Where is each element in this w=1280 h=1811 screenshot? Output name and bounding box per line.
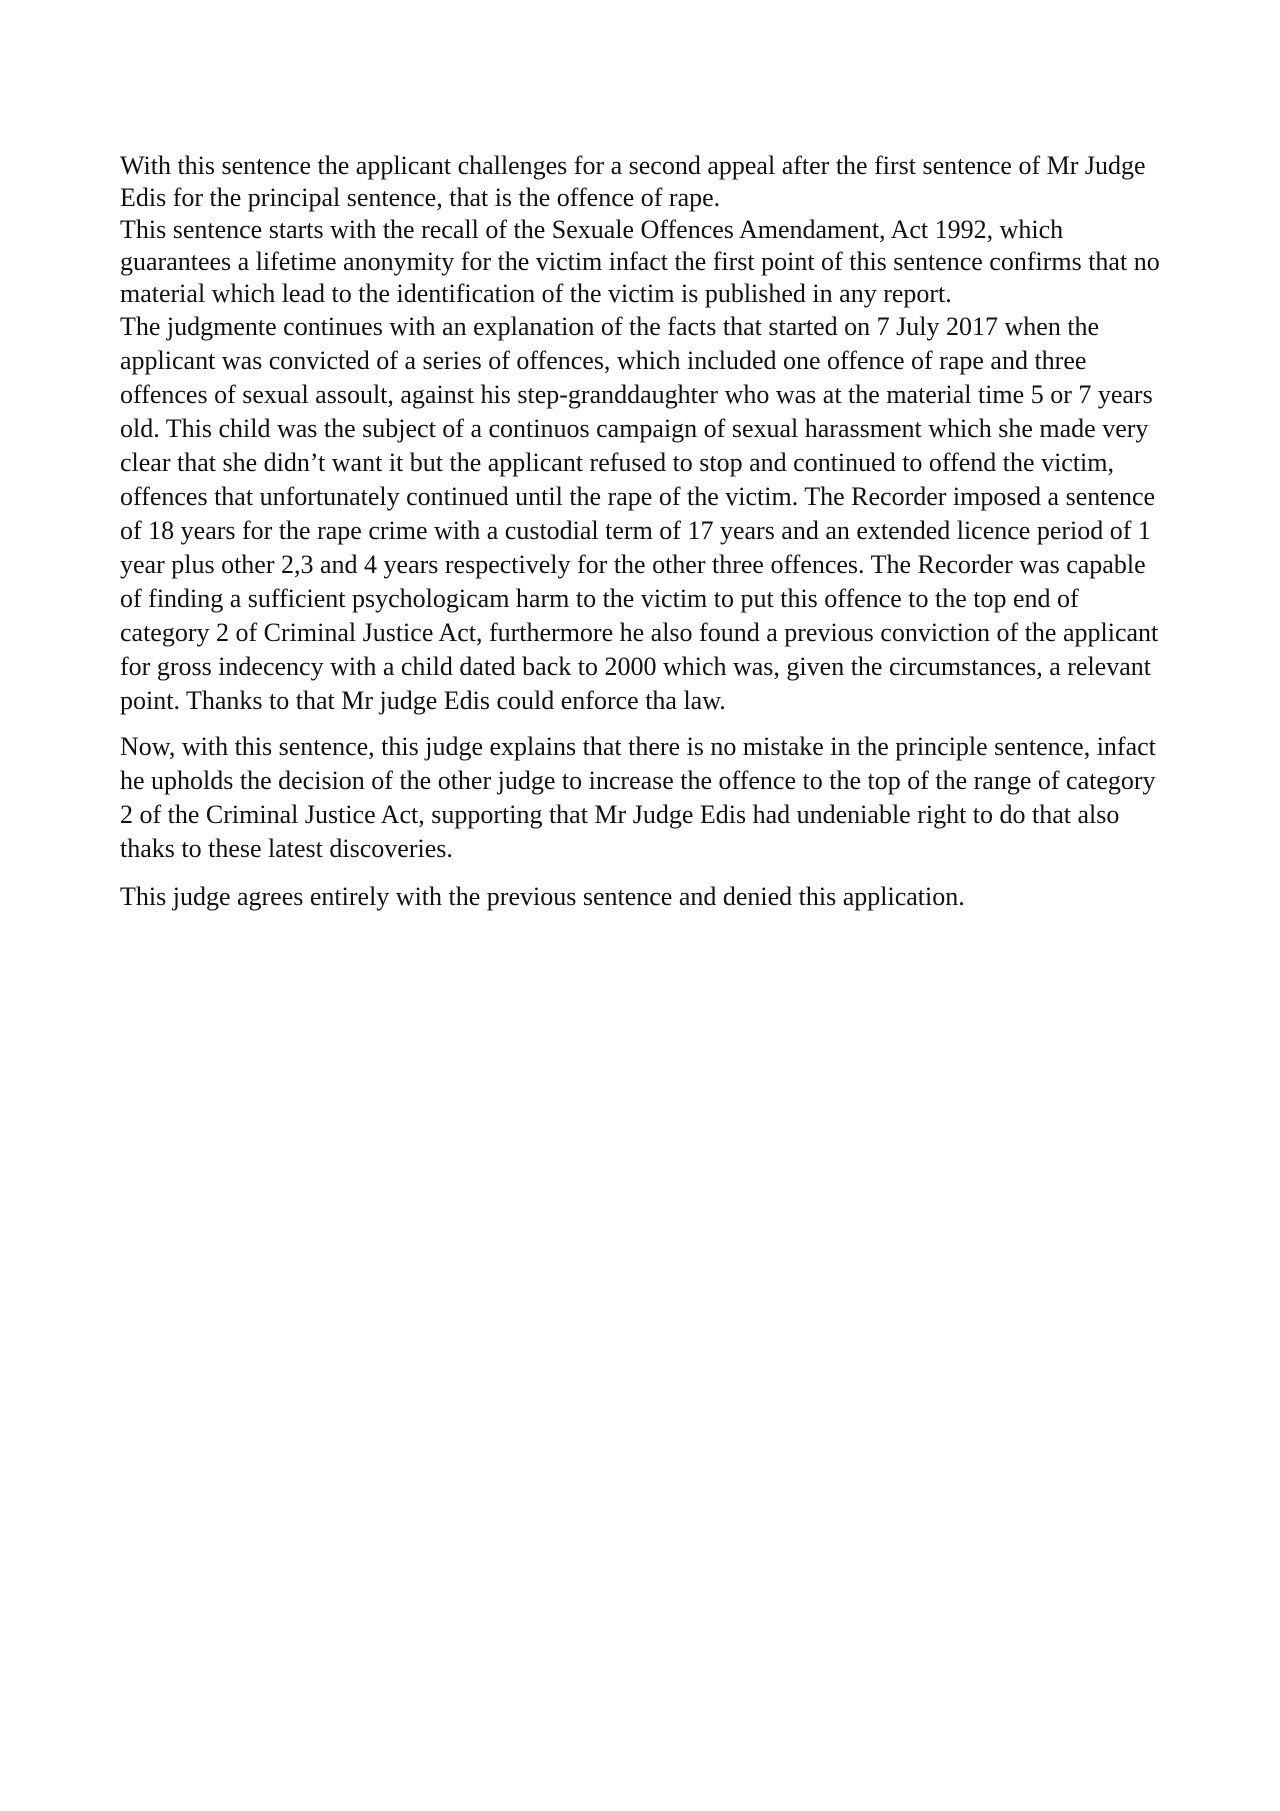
paragraph-judgment: Now, with this sentence, this judge explains that there is no mistake in the principle sentence, infact he upholds the decision of the other judge to increase the offence to the top of the range of category 2 of the Criminal Justice Act, supporting that Mr Judge Edis had undeniable right to do that also thaks to these latest discoveries.	[120, 732, 1156, 863]
paragraph-intro: With this sentence the applicant challenges for a second appeal after the first sentence of Mr Judge Edis for the principal sentence, that is the offence of rape.	[120, 151, 1146, 212]
paragraph-facts: The judgmente continues with an explanation of the facts that started on 7 July 2017 when the applicant was convicted of a series of offences, which included one offence of rape and three offences of sexual assoult, against his step-granddaughter who was at the material time 5 or 7 years old. This child was the subject of a continuos campaign of sexual harassment which she made very clear that she didn’t want it but the applicant refused to stop and continued to offend the victim, offences that unfortunately continued until the rape of the victim. The Recorder imposed a sentence of 18 years for the rape crime with a custodial term of 17 years and an extended licence period of 1 year plus other 2,3 and 4 years respectively for the other three offences. The Recorder was capable of finding a sufficient psychologicam harm to the victim to put this offence to the top end of category 2 of Criminal Justice Act, furthermore he also found a previous conviction of the applicant for gross indecency with a child dated back to 2000 which was, given the circumstances, a relevant point. Thanks to that Mr judge Edis could enforce tha law.	[120, 312, 1159, 715]
document-body	[120, 150, 1165, 914]
paragraph-anonymity: This sentence starts with the recall of the Sexuale Offences Amendament, Act 1992, which guarantees a lifetime anonymity for the victim infact the first point of this sentence confirms that no material which lead to the identification of the victim is published in any report.	[120, 215, 1160, 308]
paragraph-conclusion: This judge agrees entirely with the previous sentence and denied this application.	[120, 882, 965, 911]
